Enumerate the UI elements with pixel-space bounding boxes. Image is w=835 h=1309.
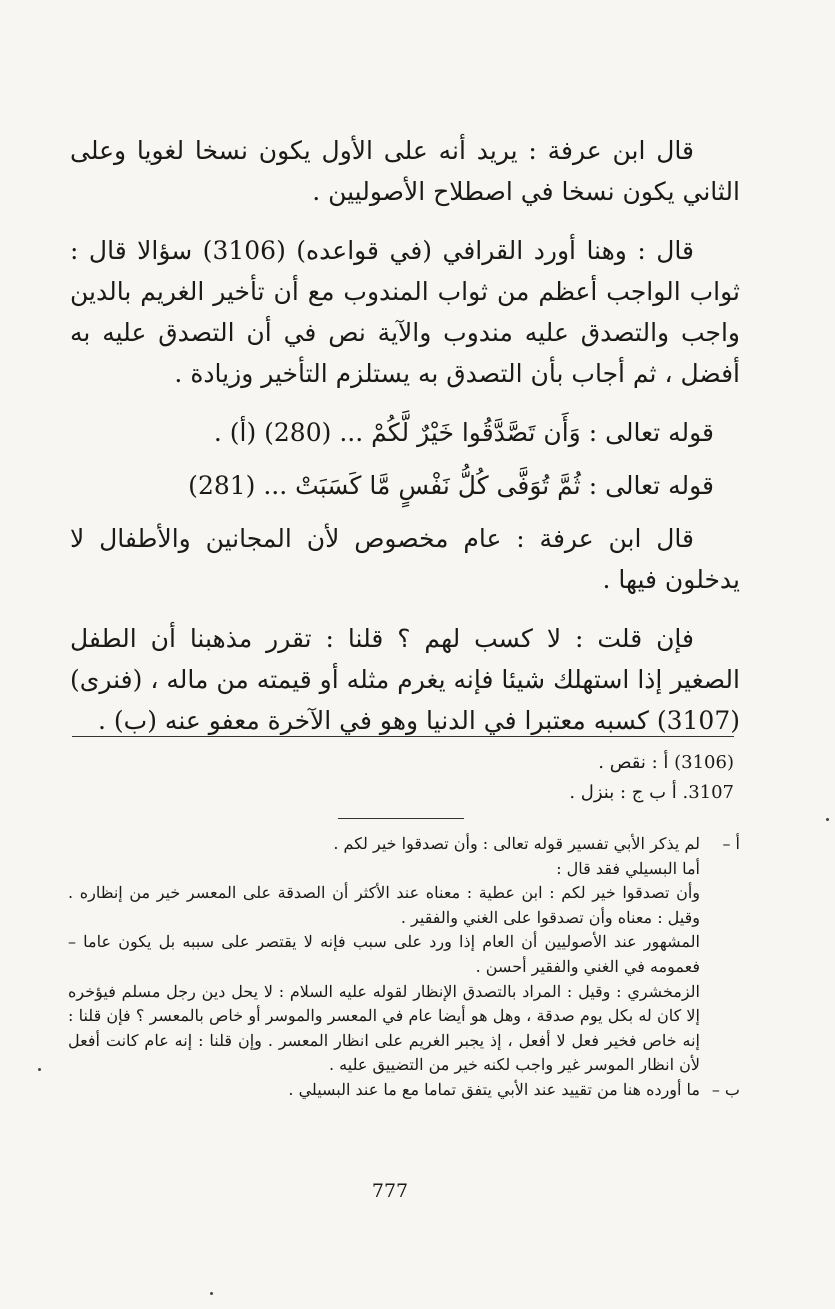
footnote-a-line: وأن تصدقوا خير لكم : ابن عطية : معناه عند الأكثر أن الصدقة على المعسر خير من إنظاره . وقيل : معناه وأن تصدقوا على الغني والفقير . <box>68 883 700 927</box>
footnote-a-line: أما البسيلي فقد قال : <box>556 858 700 878</box>
page-number: 777 <box>371 1180 409 1202</box>
scan-speck <box>210 1292 213 1295</box>
footnote-a-mark: أ – <box>722 834 740 853</box>
paragraph-qarafi-question: قال : وهنا أورد القرافي (في قواعده) (3106) سؤالا قال : ثواب الواجب أعظم من ثواب المندوب مع أن تأخير الغريم بالدين واجب والتصدق عليه مندوب والآية نص في أن التصدق عليه به أفضل ، ثم أجاب بأن التصدق به يستلزم التأخير وزيادة . <box>70 236 740 388</box>
scan-speck <box>38 1068 41 1071</box>
paragraph-ibn-arafa-naskh: قال ابن عرفة : يريد أنه على الأول يكون نسخا لغويا وعلى الثاني يكون نسخا في اصطلاح الأصوليين . <box>70 136 740 206</box>
footnote-a-line: الزمخشري : وقيل : المراد بالتصدق الإنظار لقوله عليه السلام : لا يحل دين رجل مسلم فيؤخره إلا كان له بكل يوم صدقة ، وهل هو أيضا عام في المعسر والموسر أو خاص بالمعسر ؟ فإن قلنا : إنه خاص فخير فعل لا أفعل ، إذ يجبر الغريم على انظار المعسر . وإن قلنا : إنه عام كانت أفعل لأن انظار الموسر غير واجب لكنه خير من التضييق عليه . <box>68 981 701 1075</box>
commentary-footnotes <box>68 832 740 1103</box>
footnote-a-line: المشهور عند الأصوليين أن العام إذا ورد على سبب فإنه لا يقتصر على سببه بل يكون عاما – فعمومه في الغني والفقير أحسن . <box>68 932 700 976</box>
footnote-b-line: ما أورده هنا من تقييد عند الأبي يتفق تماما مع ما عند البسيلي . <box>288 1079 700 1099</box>
footnote-a-body <box>68 832 700 1078</box>
footnote-b <box>68 1078 740 1103</box>
footnote-b-mark: ب – <box>711 1079 740 1099</box>
footnote-b-body <box>68 1078 700 1103</box>
footnote-a <box>68 832 740 1078</box>
footnote-separator <box>72 736 734 737</box>
main-text-block <box>70 130 740 759</box>
verse-281: قوله تعالى : ثُمَّ تُوَفَّى كُلُّ نَفْسٍ مَّا كَسَبَتْ ... (281) <box>188 471 714 500</box>
footnote-short-separator <box>338 818 464 819</box>
footnote-a-line: لم يذكر الأبي تفسير قوله تعالى : وأن تصدقوا خير لكم . <box>333 834 700 853</box>
paragraph-ibn-arafa-takhsis: قال ابن عرفة : عام مخصوص لأن المجانين والأطفال لا يدخلون فيها . <box>70 524 740 594</box>
verse-280: قوله تعالى : وَأَن تَصَّدَّقُوا خَيْرٌ لَّكُمْ ... (280) (أ) . <box>213 418 714 447</box>
variant-note-3107: 3107. أ ب ج : بنزل . <box>569 782 734 803</box>
paragraph-objection-answer: فإن قلت : لا كسب لهم ؟ قلنا : تقرر مذهبنا أن الطفل الصغير إذا استهلك شيئا فإنه يغرم مثله أو قيمته من ماله ، (فنرى) (3107) كسبه معتبرا في الدنيا وهو في الآخرة معفو عنه (ب) . <box>70 624 740 735</box>
variant-notes <box>72 748 734 808</box>
scan-speck <box>826 818 829 821</box>
variant-note-3106: (3106) أ : نقص . <box>598 752 734 773</box>
